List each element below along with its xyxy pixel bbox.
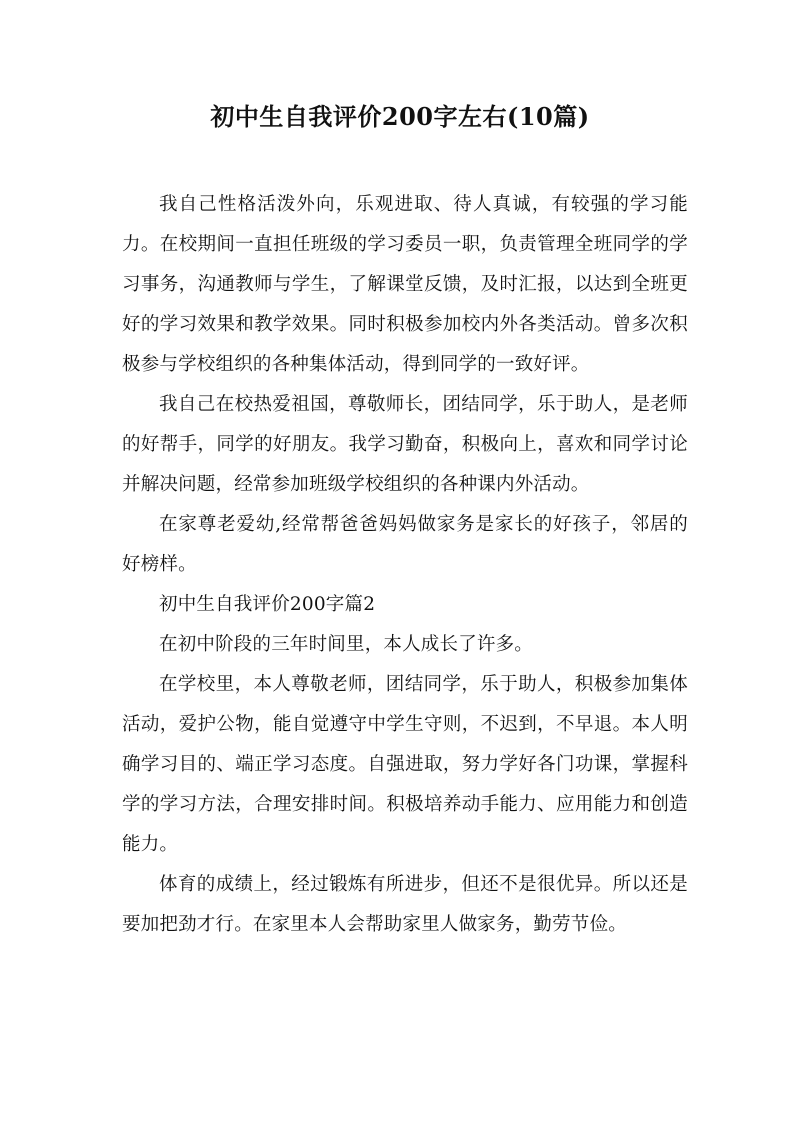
paragraph-2: 我自己在校热爱祖国，尊敬师长，团结同学，乐于助人，是老师的好帮手，同学的好朋友。我学习勤奋，积极向上，喜欢和同学讨论并解决问题，经常参加班级学校组织的各种课内外活动。 bbox=[122, 394, 688, 495]
document-body bbox=[122, 185, 688, 945]
document-title: 初中生自我评价200字左右(10篇) bbox=[210, 102, 590, 131]
paragraph-3: 在家尊老爱幼,经常帮爸爸妈妈做家务是家长的好孩子，邻居的好榜样。 bbox=[122, 514, 688, 575]
paragraph-5: 在学校里，本人尊敬老师，团结同学，乐于助人，积极参加集体活动，爱护公物，能自觉遵守中学生守则，不迟到，不早退。本人明确学习目的、端正学习态度。自强进取，努力学好各门功课，掌握科学的学习方法，合理安排时间。积极培养动手能力、应用能力和创造能力。 bbox=[122, 674, 688, 855]
paragraph-4: 在初中阶段的三年时间里，本人成长了许多。 bbox=[159, 634, 534, 655]
paragraph-1: 我自己性格活泼外向，乐观进取、待人真诚，有较强的学习能力。在校期间一直担任班级的学习委员一职，负责管理全班同学的学习事务，沟通教师与学生，了解课堂反馈，及时汇报，以达到全班更好的学习效果和教学效果。同时积极参加校内外各类活动。曾多次积极参与学校组织的各种集体活动，得到同学的一致好评。 bbox=[122, 194, 688, 375]
section-heading: 初中生自我评价200字篇2 bbox=[159, 594, 376, 615]
paragraph-6: 体育的成绩上，经过锻炼有所进步，但还不是很优异。所以还是要加把劲才行。在家里本人会帮助家里人做家务，勤劳节俭。 bbox=[122, 874, 688, 935]
